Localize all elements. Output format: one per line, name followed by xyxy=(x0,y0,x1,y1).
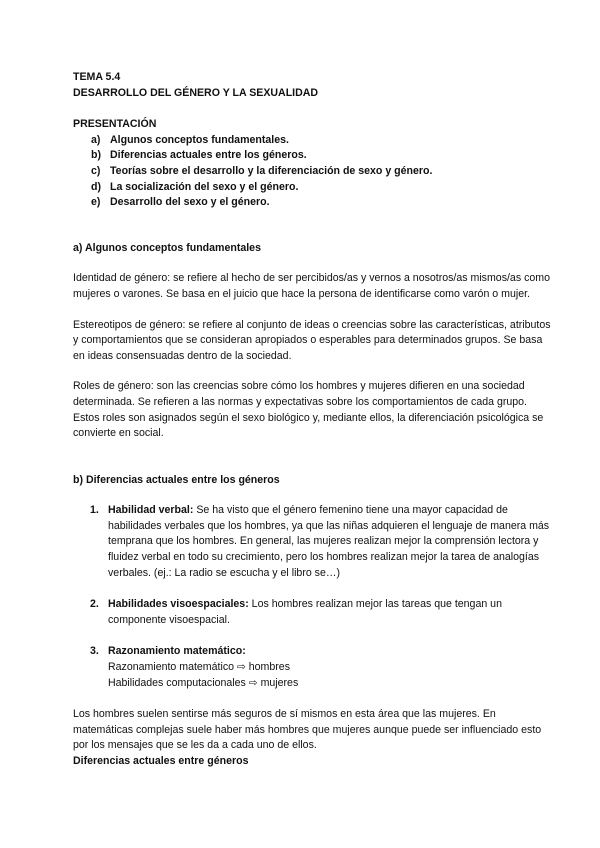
paragraph-estereotipos: Estereotipos de género: se refiere al conjunto de ideas o creencias sobre las características, atributos y comportamientos que se consideran apropiados o esperables para determinados grupos. Se basa en ideas consensuadas dentro de la sociedad. xyxy=(73,318,551,362)
list-marker: 2. xyxy=(90,598,99,611)
list-marker: c) xyxy=(91,164,101,177)
section-b-heading: b) Diferencias actuales entre los géneros xyxy=(73,473,280,486)
item-title: Razonamiento matemático: xyxy=(108,645,246,658)
list-marker: 3. xyxy=(90,645,99,658)
list-item xyxy=(91,133,553,149)
list-item xyxy=(91,164,553,180)
item-text: Los hombres realizan mejor las tareas que tengan un componente visoespacial. xyxy=(108,598,502,626)
closing-paragraph: Los hombres suelen sentirse más seguros de sí mismos en esta área que las mujeres. En matemáticas complejas suele haber más hombres que mujeres aunque puede ser influenciado esto por los mensajes que se les da a cada uno de ellos. xyxy=(73,708,542,752)
item-line: Razonamiento matemático ⇨ hombres xyxy=(108,661,290,674)
list-item xyxy=(90,644,553,691)
list-marker: d) xyxy=(91,180,101,193)
document-page xyxy=(73,70,553,770)
differences-list xyxy=(73,503,553,691)
list-item-text: Teorías sobre el desarrollo y la diferenciación de sexo y género. xyxy=(110,164,433,177)
list-item xyxy=(91,195,553,211)
list-marker: b) xyxy=(91,149,101,162)
list-item-text: Desarrollo del sexo y el género. xyxy=(110,196,270,209)
item-line: Habilidades computacionales ⇨ mujeres xyxy=(108,676,299,689)
list-marker: 1. xyxy=(90,504,99,517)
presentation-heading: PRESENTACIÓN xyxy=(73,118,157,131)
next-heading: Diferencias actuales entre géneros xyxy=(73,755,249,767)
paragraph-identidad: Identidad de género: se refiere al hecho de ser percibidos/as y vernos a nosotros/as mismos/as como mujeres o varones. Se basa en el juicio que hace la persona de identificarse como varón o mujer. xyxy=(73,272,550,300)
list-item-text: Algunos conceptos fundamentales. xyxy=(110,133,289,146)
list-item-text: La socialización del sexo y el género. xyxy=(110,180,299,193)
list-item xyxy=(90,597,553,628)
list-item xyxy=(90,503,553,581)
item-title: Habilidad verbal: xyxy=(108,504,194,517)
topic-number: TEMA 5.4 xyxy=(73,71,121,83)
list-marker: e) xyxy=(91,196,101,209)
item-text: Se ha visto que el género femenino tiene una mayor capacidad de habilidades verbales que los hombres, ya que las niñas adquieren el lenguaje de manera más temprana que los hombres. En general, las mujeres realizan mejor la comprensión lectora y fluidez verbal en todo su crecimiento, pero los hombres realizan mejor la tarea de analogías verbales. (ej.: La radio se escucha y el libro se…) xyxy=(108,504,550,579)
list-marker: a) xyxy=(91,133,101,146)
item-title: Habilidades visoespaciales: xyxy=(108,598,249,611)
presentation-list xyxy=(73,133,553,211)
list-item xyxy=(91,148,553,164)
list-item xyxy=(91,180,553,196)
list-item-text: Diferencias actuales entre los géneros. xyxy=(110,149,307,162)
section-a-heading: a) Algunos conceptos fundamentales xyxy=(73,241,261,254)
paragraph-roles: Roles de género: son las creencias sobre cómo los hombres y mujeres difieren en una sociedad determinada. Se refieren a las normas y expectativas sobre los comportamientos de cada grupo. Estos roles son asignados según el sexo biológico y, mediante ellos, la diferenciación psicológica se convierte en social. xyxy=(73,380,544,440)
document-title: DESARROLLO DEL GÉNERO Y LA SEXUALIDAD xyxy=(73,86,319,99)
